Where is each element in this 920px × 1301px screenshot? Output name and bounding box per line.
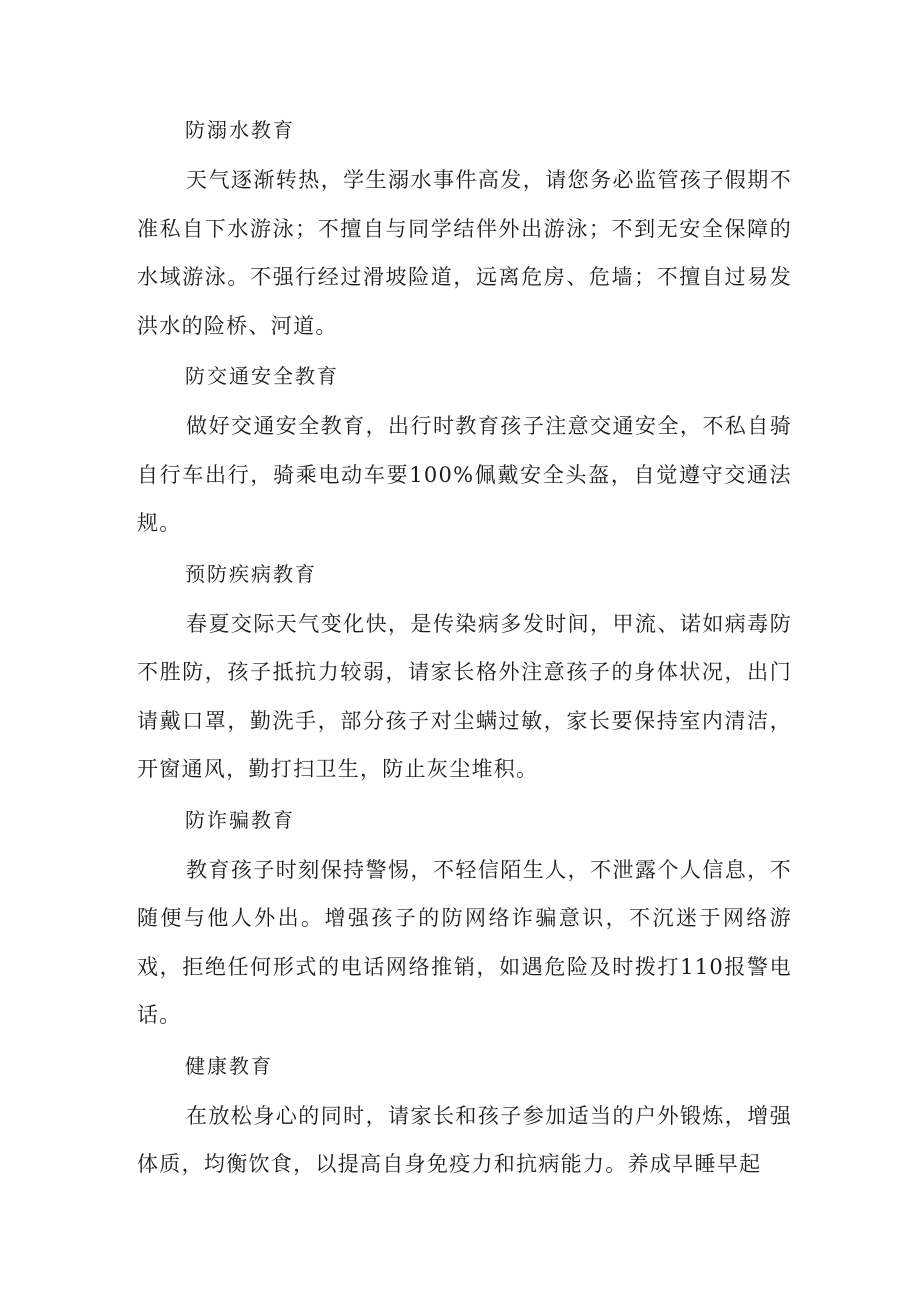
section-body-disease-prevention: 春夏交际天气变化快，是传染病多发时间，甲流、诺如病毒防不胜防，孩子抵抗力较弱，请家长格外注意孩子的身体状况，出门请戴口罩，勤洗手，部分孩子对尘螨过敏，家长要保持室内清洁，开窗通风，勤打扫卫生，防止灰尘堆积。 — [137, 611, 792, 781]
document-body — [137, 104, 792, 1189]
section-body-traffic-safety: 做好交通安全教育，出行时教育孩子注意交通安全，不私自骑自行车出行，骑乘电动车要100%佩戴安全头盔，自觉遵守交通法规。 — [137, 414, 792, 535]
section-heading-traffic-safety: 防交通安全教育 — [185, 364, 339, 388]
section-heading-fraud-prevention: 防诈骗教育 — [185, 807, 295, 832]
section-body-fraud-prevention: 教育孩子时刻保持警惕，不轻信陌生人，不泄露个人信息，不随便与他人外出。增强孩子的防网络诈骗意识，不沉迷于网络游戏，拒绝任何形式的电话网络推销，如遇危险及时拨打110报警电话。 — [137, 857, 792, 1027]
section-body-drowning-prevention: 天气逐渐转热，学生溺水事件高发，请您务必监管孩子假期不准私自下水游泳；不擅自与同学结伴外出游泳；不到无安全保障的水域游泳。不强行经过滑坡险道，远离危房、危墙；不擅自过易发洪水的险桥、河道。 — [137, 168, 792, 338]
section-body-health: 在放松身心的同时，请家长和孩子参加适当的户外锻炼，增强体质，均衡饮食，以提高自身免疫力和抗病能力。养成早睡早起 — [137, 1103, 792, 1176]
section-heading-disease-prevention: 预防疾病教育 — [185, 561, 317, 586]
section-heading-drowning-prevention: 防溺水教育 — [185, 118, 295, 142]
section-heading-health: 健康教育 — [185, 1053, 273, 1078]
